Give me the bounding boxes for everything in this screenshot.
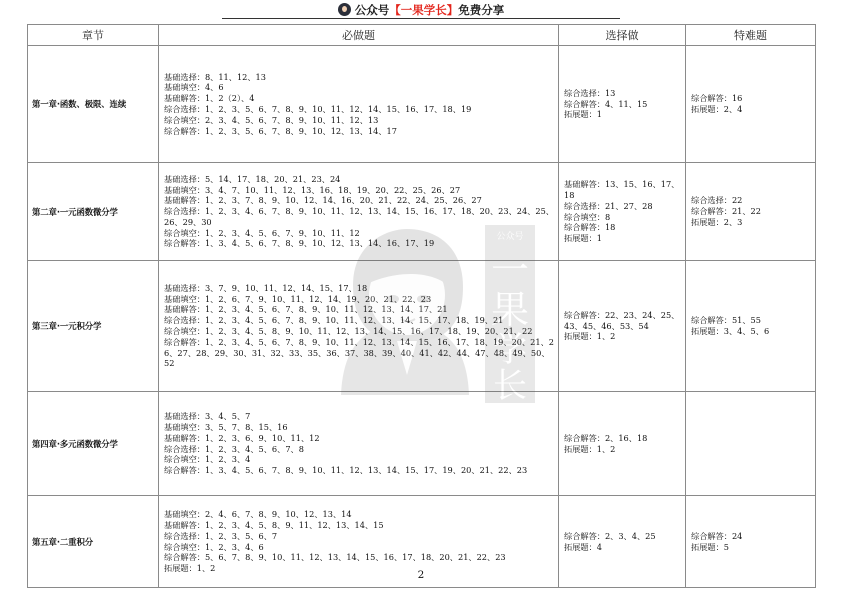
chapter-cell: 第一章·函数、极限、连续 — [28, 46, 159, 163]
list-item: 基础解答：1、2（2）、4 — [164, 93, 255, 104]
table-row — [28, 163, 816, 261]
watermark-char: 学 — [493, 330, 527, 370]
list-item: 基础填空：1、2、6、7、9、10、11、12、14、19、20、21、22、23 — [164, 293, 432, 304]
watermark-char: 果 — [490, 288, 530, 332]
optional-cell — [559, 46, 686, 163]
list-item: 综合选择：1、2、3、5、6、7、8、9、10、11、12、14、15、16、17、18、19 — [164, 104, 472, 114]
list-item: 拓展题：4 — [564, 541, 602, 552]
hard-cell — [686, 46, 816, 163]
optional-cell — [559, 163, 686, 261]
list-item: 拓展题：5 — [691, 541, 729, 552]
list-item: 基础填空：2、4、6、7、8、9、10、12、13、14 — [164, 509, 352, 520]
required-cell — [159, 46, 559, 163]
banner-divider — [222, 18, 620, 19]
list-item: 综合选择：1、2、3、4、6、7、8、9、10、11、12、13、14、15、16、17、18、20、23、24、25、26、29、30 — [164, 206, 554, 227]
header-required: 必做题 — [159, 25, 559, 46]
chapter-cell: 第三章·一元积分学 — [28, 261, 159, 392]
required-cell — [159, 392, 559, 496]
chapter-cell: 第五章·二重积分 — [28, 496, 159, 588]
table-row — [28, 261, 816, 392]
list-item: 综合选择：1、2、3、5、6、7 — [164, 530, 278, 541]
table-row — [28, 46, 816, 163]
exercise-table — [27, 24, 816, 588]
list-item: 综合解答：2、16、18 — [564, 432, 648, 443]
optional-cell — [559, 392, 686, 496]
list-item: 拓展题：2、4 — [691, 104, 743, 114]
table-row — [28, 392, 816, 496]
chapter-cell: 第四章·多元函数微分学 — [28, 392, 159, 496]
list-item: 综合解答：16 — [691, 93, 743, 104]
list-item: 基础选择：3、4、5、7 — [164, 411, 251, 422]
list-item: 拓展题：2、3 — [691, 216, 743, 227]
banner-highlight: 【一果学长】 — [389, 2, 459, 17]
list-item: 综合解答：2、3、4、25 — [564, 530, 656, 541]
list-item: 综合填空：2、3、4、5、6、7、8、9、10、11、12、13 — [164, 114, 379, 125]
list-item: 综合填空：1、2、3、4、5、6、7、9、10、11、12 — [164, 227, 360, 238]
list-item: 综合解答：1、3、4、5、6、7、8、9、10、11、12、13、14、15、17、19、20、21、22、23 — [164, 465, 528, 476]
list-item: 基础解答：1、2、3、4、5、6、7、8、9、10、11、12、13、14、17、21 — [164, 304, 448, 315]
chapter-cell: 第二章·一元函数微分学 — [28, 163, 159, 261]
hard-cell — [686, 163, 816, 261]
banner-prefix: 公众号 — [354, 2, 390, 17]
list-item: 综合解答：5、6、7、8、9、10、11、12、13、14、15、16、17、18、20、21、22、23 — [164, 552, 506, 563]
list-item: 基础填空：4、6 — [164, 82, 224, 93]
watermark-tag: 公众号 — [496, 232, 524, 242]
page-number: 2 — [417, 569, 425, 581]
list-item: 综合解答：51、55 — [691, 315, 761, 326]
list-item: 基础填空：3、4、7、10、11、12、13、16、18、19、20、22、25、26、27 — [164, 184, 461, 195]
header-hard: 特难题 — [686, 25, 816, 46]
avatar-logo-icon — [338, 3, 351, 16]
list-item: 基础选择：3、7、9、10、11、12、14、15、17、18 — [164, 282, 368, 293]
optional-cell — [559, 261, 686, 392]
list-item: 综合选择：1、2、3、4、5、6、7、8、9、10、11、12、13、14、15、17、18、19、21 — [164, 315, 504, 326]
required-cell — [159, 163, 559, 261]
list-item: 拓展题：1、2 — [164, 563, 216, 574]
list-item: 综合解答：4、11、15 — [564, 98, 648, 109]
list-item: 综合选择：1、2、3、4、5、6、7、8 — [164, 443, 304, 454]
list-item: 综合选择：13 — [564, 87, 616, 98]
list-item: 基础解答：1、2、3、6、9、10、11、12 — [164, 432, 320, 443]
header-banner — [0, 1, 842, 18]
banner-suffix: 免费分享 — [458, 2, 505, 17]
header-row — [28, 25, 816, 46]
header-chapter: 章节 — [28, 25, 159, 46]
list-item: 基础解答：1、2、3、7、8、9、10、12、14、16、20、21、22、24、25、26、27 — [164, 195, 482, 206]
list-item: 基础解答：13、15、16、17、18 — [564, 179, 680, 200]
hard-cell — [686, 261, 816, 392]
list-item: 综合解答：24 — [691, 530, 743, 541]
list-item: 基础填空：3、5、7、8、15、16 — [164, 421, 288, 432]
list-item: 拓展题：1、2 — [564, 443, 616, 454]
list-item: 综合选择：22 — [691, 195, 743, 206]
list-item: 综合填空：1、2、3、4、6 — [164, 541, 264, 552]
list-item: 综合填空：8 — [564, 211, 611, 222]
hard-cell — [686, 392, 816, 496]
list-item: 综合解答：1、2、3、4、5、6、7、8、9、10、11、12、13、14、15、16、17、18、19、20、21、26、27、28、29、30、31、32、33、35、36、37、38、39、40、41、42、44、47、48、49、50、52 — [164, 336, 554, 369]
list-item: 基础解答：1、2、3、4、5、8、9、11、12、13、14、15 — [164, 519, 384, 530]
list-item: 综合解答：21、22 — [691, 206, 761, 217]
list-item: 基础选择：8、11、12、13 — [164, 71, 266, 82]
list-item: 综合解答：18 — [564, 222, 616, 233]
header-optional: 选择做 — [559, 25, 686, 46]
list-item: 综合填空：1、2、3、4 — [164, 454, 251, 465]
list-item: 拓展题：3、4、5、6 — [691, 326, 770, 336]
required-cell — [159, 261, 559, 392]
list-item: 拓展题：1 — [564, 233, 602, 244]
list-item: 拓展题：1 — [564, 109, 602, 120]
list-item: 综合解答：1、2、3、5、6、7、8、9、10、12、13、14、17 — [164, 125, 397, 136]
list-item: 综合解答：1、3、4、5、6、7、8、9、10、12、13、14、16、17、19 — [164, 238, 435, 249]
list-item: 拓展题：1、2 — [564, 331, 616, 342]
list-item: 基础选择：5、14、17、18、20、21、23、24 — [164, 173, 341, 184]
list-item: 综合解答：22、23、24、25、43、45、46、53、54 — [564, 309, 680, 331]
list-item: 综合填空：1、2、3、4、5、8、9、10、11、12、13、14、15、16、17、18、19、20、21、22 — [164, 326, 533, 336]
list-item: 综合选择：21、27、28 — [564, 200, 653, 211]
watermark-char: 一 — [490, 248, 530, 292]
watermark-char: 长 — [493, 366, 527, 403]
